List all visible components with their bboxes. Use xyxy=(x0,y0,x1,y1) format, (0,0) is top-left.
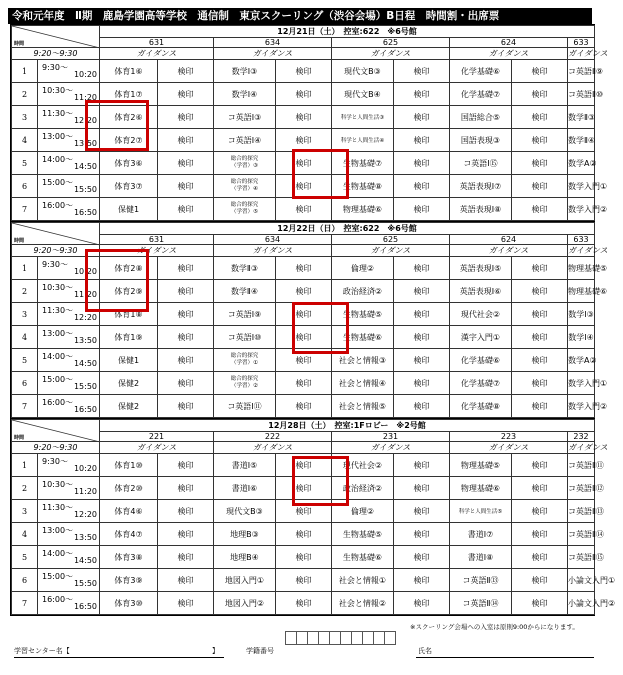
period-time: 10:30～ 11:20 xyxy=(38,83,100,106)
subject-cell: 数学Ⅰ④ xyxy=(568,326,595,349)
subject-cell: 生物基礎⑥ xyxy=(332,326,394,349)
stamp-cell[interactable]: 検印 xyxy=(394,106,450,129)
subject-cell: 体育1⑩ xyxy=(100,454,158,477)
subject-cell: 社会と情報① xyxy=(332,569,394,592)
period-number: 3 xyxy=(12,500,38,523)
stamp-cell[interactable]: 検印 xyxy=(512,454,568,477)
subject-cell: 生物基礎⑧ xyxy=(332,175,394,198)
period-time: 9:30～ 10:20 xyxy=(38,60,100,83)
subject-cell: コ英語Ⅰ⑮ xyxy=(450,152,512,175)
period-number: 4 xyxy=(12,326,38,349)
period-number: 4 xyxy=(12,129,38,152)
stamp-cell[interactable]: 検印 xyxy=(512,592,568,615)
subject-cell: 倫理② xyxy=(332,500,394,523)
stamp-cell[interactable]: 検印 xyxy=(394,83,450,106)
highlight-box xyxy=(85,100,149,151)
subject-cell: 数学A② xyxy=(568,152,595,175)
stamp-cell[interactable]: 検印 xyxy=(394,129,450,152)
guidance-label: ガイダンス xyxy=(100,442,214,454)
stamp-cell[interactable]: 検印 xyxy=(512,106,568,129)
stamp-cell[interactable]: 検印 xyxy=(276,500,332,523)
stamp-cell[interactable]: 検印 xyxy=(158,303,214,326)
period-time: 16:00～ 16:50 xyxy=(38,592,100,615)
subject-cell: 体育1⑨ xyxy=(100,326,158,349)
stamp-cell[interactable]: 検印 xyxy=(276,106,332,129)
stamp-cell[interactable]: 検印 xyxy=(394,349,450,372)
period-number: 6 xyxy=(12,372,38,395)
period-number: 5 xyxy=(12,349,38,372)
subject-cell: 数学入門② xyxy=(568,395,595,418)
subject-cell: 数学入門② xyxy=(568,198,595,221)
guidance-label: ガイダンス xyxy=(568,49,608,58)
subject-cell: 社会と情報② xyxy=(332,592,394,615)
subject-cell: 体育4⑦ xyxy=(100,523,158,546)
subject-cell: 政治経済② xyxy=(332,280,394,303)
stamp-cell[interactable]: 検印 xyxy=(276,477,332,500)
entry-note: ※スクーリング会場への入室は原則9:00からになります。 xyxy=(410,623,579,631)
subject-cell: 物理基礎⑤ xyxy=(568,257,595,280)
stamp-cell[interactable]: 検印 xyxy=(276,372,332,395)
subject-cell: 体育2⑨ xyxy=(100,280,158,303)
stamp-cell[interactable]: 検印 xyxy=(512,257,568,280)
guidance-label: ガイダンス xyxy=(450,245,568,257)
stamp-cell[interactable]: 検印 xyxy=(394,592,450,615)
subject-cell: 体育3⑦ xyxy=(100,175,158,198)
guidance-time: 9:20～9:30 xyxy=(12,442,100,454)
stamp-cell[interactable]: 検印 xyxy=(158,569,214,592)
stamp-cell[interactable]: 検印 xyxy=(276,280,332,303)
room-number: 634 xyxy=(214,235,332,245)
subject-cell: 科学と人間生活⑤ xyxy=(450,500,512,523)
subject-cell: コ英語Ⅱ⑪ xyxy=(568,454,595,477)
subject-cell: コ英語Ⅰ⑪ xyxy=(214,395,276,418)
period-time: 13:00～ 13:50 xyxy=(38,523,100,546)
guidance-label: ガイダンス xyxy=(450,48,568,60)
room-number: 222 xyxy=(214,432,332,442)
room-number: 221 xyxy=(100,432,214,442)
subject-cell: 保健2 xyxy=(100,395,158,418)
room-number: 223 xyxy=(450,432,568,442)
stamp-cell[interactable]: 検印 xyxy=(276,349,332,372)
period-number: 4 xyxy=(12,523,38,546)
stamp-cell[interactable]: 検印 xyxy=(158,280,214,303)
corner-cell xyxy=(12,223,100,245)
room-number: 631 xyxy=(100,235,214,245)
stamp-cell[interactable]: 検印 xyxy=(512,198,568,221)
stamp-cell[interactable]: 検印 xyxy=(394,546,450,569)
period-row xyxy=(12,60,595,83)
stamp-cell[interactable]: 検印 xyxy=(158,175,214,198)
subject-cell: 体育3⑩ xyxy=(100,592,158,615)
subject-cell: 英語表現Ⅰ⑤ xyxy=(450,257,512,280)
highlight-box xyxy=(292,149,349,199)
period-time: 15:00～ 15:50 xyxy=(38,372,100,395)
stamp-cell[interactable]: 検印 xyxy=(158,454,214,477)
subject-cell: コ英語Ⅱ⑮ xyxy=(568,546,595,569)
period-time: 9:30～ 10:20 xyxy=(38,454,100,477)
subject-cell: 保健1 xyxy=(100,349,158,372)
subject-cell: 化学基礎⑥ xyxy=(450,60,512,83)
period-row xyxy=(12,372,595,395)
guidance-time: 9:20～9:30 xyxy=(12,245,100,257)
period-number: 3 xyxy=(12,303,38,326)
day-section xyxy=(10,418,616,616)
subject-cell: 小論文入門② xyxy=(568,592,595,615)
subject-cell: 社会と情報④ xyxy=(332,372,394,395)
stamp-cell[interactable]: 検印 xyxy=(276,152,332,175)
stamp-cell[interactable]: 検印 xyxy=(276,303,332,326)
room-number: 634 xyxy=(214,38,332,48)
stamp-cell[interactable]: 検印 xyxy=(394,198,450,221)
name-label: 氏名 xyxy=(418,647,432,655)
period-number: 1 xyxy=(12,454,38,477)
stamp-cell[interactable]: 検印 xyxy=(158,546,214,569)
subject-cell: 物理基礎⑥ xyxy=(450,477,512,500)
learning-center-close: 】 xyxy=(212,647,219,655)
period-time: 10:30～ 11:20 xyxy=(38,280,100,303)
learning-center-label: 学習センター名【 xyxy=(14,647,70,655)
learning-center-underline xyxy=(14,657,224,658)
period-time: 16:00～ 16:50 xyxy=(38,198,100,221)
period-time: 15:00～ 15:50 xyxy=(38,175,100,198)
subject-cell: 物理基礎⑥ xyxy=(568,280,595,303)
period-number: 2 xyxy=(12,477,38,500)
stamp-cell[interactable]: 検印 xyxy=(158,257,214,280)
subject-cell: 体育2⑩ xyxy=(100,477,158,500)
subject-cell: コ英語Ⅱ⑫ xyxy=(568,477,595,500)
subject-cell: 書道Ⅰ⑦ xyxy=(450,523,512,546)
period-time: 16:00～ 16:50 xyxy=(38,395,100,418)
stamp-cell[interactable]: 検印 xyxy=(276,395,332,418)
subject-cell: 生物基礎⑤ xyxy=(332,523,394,546)
subject-cell: 体育3⑧ xyxy=(100,546,158,569)
stamp-cell[interactable]: 検印 xyxy=(158,523,214,546)
stamp-cell[interactable]: 検印 xyxy=(158,152,214,175)
stamp-cell[interactable]: 検印 xyxy=(512,60,568,83)
subject-cell: 体育1⑧ xyxy=(100,303,158,326)
subject-cell: 数学Ⅱ③ xyxy=(214,257,276,280)
room-number: 631 xyxy=(100,38,214,48)
subject-cell: 社会と情報③ xyxy=(332,349,394,372)
corner-cell xyxy=(12,26,100,48)
stamp-cell[interactable]: 検印 xyxy=(512,175,568,198)
subject-cell: 体育3⑥ xyxy=(100,152,158,175)
stamp-cell[interactable]: 検印 xyxy=(394,372,450,395)
stamp-cell[interactable]: 検印 xyxy=(394,395,450,418)
period-row xyxy=(12,569,595,592)
stamp-cell[interactable]: 検印 xyxy=(276,175,332,198)
stamp-cell[interactable]: 検印 xyxy=(158,372,214,395)
period-number: 1 xyxy=(12,257,38,280)
period-row xyxy=(12,198,595,221)
subject-cell: 現代社会② xyxy=(332,454,394,477)
stamp-cell[interactable]: 検印 xyxy=(512,372,568,395)
subject-cell: 生物基礎⑥ xyxy=(332,546,394,569)
period-time: 11:30～ 12:20 xyxy=(38,303,100,326)
guidance-label: ガイダンス xyxy=(332,48,450,60)
period-number: 3 xyxy=(12,106,38,129)
subject-cell: コ英語Ⅱ⑬ xyxy=(568,500,595,523)
stamp-cell[interactable]: 検印 xyxy=(276,83,332,106)
page-title: 令和元年度 Ⅱ期 鹿島学園高等学校 通信制 東京スクーリング（渋谷会場）B日程 時間割・出席票 xyxy=(8,8,592,24)
day-header: 12月21日（土） 控室:622 ※6号館 xyxy=(100,26,595,38)
name-underline xyxy=(416,657,594,658)
subject-cell: 科学と人間生活④ xyxy=(332,129,394,152)
subject-cell: 政治経済② xyxy=(332,477,394,500)
subject-cell: 総合的探究 （学習）② xyxy=(214,372,276,395)
subject-cell: 数学入門① xyxy=(568,175,595,198)
subject-cell: 社会と情報⑤ xyxy=(332,395,394,418)
corner-cell xyxy=(12,420,100,442)
stamp-cell[interactable]: 検印 xyxy=(512,569,568,592)
subject-cell: 総合的探究 （学習）④ xyxy=(214,175,276,198)
subject-cell: 地図入門① xyxy=(214,569,276,592)
stamp-cell[interactable]: 検印 xyxy=(276,60,332,83)
stamp-cell[interactable]: 検印 xyxy=(394,152,450,175)
stamp-cell[interactable]: 検印 xyxy=(512,303,568,326)
period-time: 14:00～ 14:50 xyxy=(38,152,100,175)
subject-cell: 数学Ⅰ③ xyxy=(214,60,276,83)
period-number: 5 xyxy=(12,546,38,569)
subject-cell: 英語表現Ⅰ⑧ xyxy=(450,198,512,221)
stamp-cell[interactable]: 検印 xyxy=(276,129,332,152)
subject-cell: 数学A② xyxy=(568,349,595,372)
stamp-cell[interactable]: 検印 xyxy=(512,83,568,106)
stamp-cell[interactable]: 検印 xyxy=(512,523,568,546)
subject-cell: 数学Ⅱ③ xyxy=(568,106,595,129)
subject-cell: 総合的探究 （学習）⑤ xyxy=(214,198,276,221)
stamp-cell[interactable]: 検印 xyxy=(276,592,332,615)
stamp-cell[interactable]: 検印 xyxy=(158,477,214,500)
period-number: 2 xyxy=(12,83,38,106)
stamp-cell[interactable]: 検印 xyxy=(158,395,214,418)
subject-cell: 生物基礎⑦ xyxy=(332,152,394,175)
guidance-label: ガイダンス xyxy=(214,442,332,454)
stamp-cell[interactable]: 検印 xyxy=(512,349,568,372)
subject-cell: コ英語Ⅱ⑭ xyxy=(568,523,595,546)
period-time: 13:00～ 13:50 xyxy=(38,326,100,349)
subject-cell: 体育1⑥ xyxy=(100,60,158,83)
stamp-cell[interactable]: 検印 xyxy=(512,152,568,175)
student-number-label: 学籍番号 xyxy=(246,647,274,655)
stamp-cell[interactable]: 検印 xyxy=(394,454,450,477)
subject-cell: 倫理② xyxy=(332,257,394,280)
subject-cell: 書道Ⅰ⑤ xyxy=(214,454,276,477)
stamp-cell[interactable]: 検印 xyxy=(394,60,450,83)
stamp-cell[interactable]: 検印 xyxy=(512,326,568,349)
subject-cell: 体育2⑦ xyxy=(100,129,158,152)
guidance-time: 9:20～9:30 xyxy=(12,48,100,60)
subject-cell: 現代社会② xyxy=(450,303,512,326)
guidance-label: ガイダンス xyxy=(568,246,608,255)
subject-cell: 数学Ⅰ④ xyxy=(214,83,276,106)
subject-cell: 化学基礎⑧ xyxy=(450,395,512,418)
guidance-label: ガイダンス xyxy=(100,48,214,60)
period-time: 14:00～ 14:50 xyxy=(38,349,100,372)
period-time: 11:30～ 12:20 xyxy=(38,500,100,523)
subject-cell: 保健2 xyxy=(100,372,158,395)
room-number: 232 xyxy=(568,432,595,442)
subject-cell: コ英語Ⅰ⑩ xyxy=(214,326,276,349)
subject-cell: コ英語Ⅱ⑩ xyxy=(568,83,595,106)
corner-label: 時間 xyxy=(14,238,25,244)
guidance-label: ガイダンス xyxy=(214,245,332,257)
stamp-cell[interactable]: 検印 xyxy=(394,303,450,326)
subject-cell: 物理基礎⑥ xyxy=(332,198,394,221)
stamp-cell[interactable]: 検印 xyxy=(512,477,568,500)
subject-cell: 漢字入門① xyxy=(450,326,512,349)
subject-cell: 小論文入門① xyxy=(568,569,595,592)
stamp-cell[interactable]: 検印 xyxy=(394,280,450,303)
stamp-cell[interactable]: 検印 xyxy=(158,106,214,129)
period-row xyxy=(12,592,595,615)
subject-cell: コ英語Ⅱ⑨ xyxy=(568,60,595,83)
guidance-label: ガイダンス xyxy=(332,442,450,454)
highlight-box xyxy=(85,249,149,312)
stamp-cell[interactable]: 検印 xyxy=(394,257,450,280)
day-header: 12月28日（土） 控室:1Fロビー ※2号館 xyxy=(100,420,595,432)
stamp-cell[interactable]: 検印 xyxy=(276,546,332,569)
stamp-cell[interactable]: 検印 xyxy=(276,198,332,221)
stamp-cell[interactable]: 検印 xyxy=(512,500,568,523)
stamp-cell[interactable]: 検印 xyxy=(158,60,214,83)
period-time: 15:00～ 15:50 xyxy=(38,569,100,592)
subject-cell: 英語表現Ⅰ⑥ xyxy=(450,280,512,303)
stamp-cell[interactable]: 検印 xyxy=(512,280,568,303)
subject-cell: 書道Ⅰ⑧ xyxy=(450,546,512,569)
subject-cell: 現代文B③ xyxy=(332,60,394,83)
stamp-cell[interactable]: 検印 xyxy=(158,129,214,152)
stamp-cell[interactable]: 検印 xyxy=(394,477,450,500)
period-number: 7 xyxy=(12,592,38,615)
corner-label: 時間 xyxy=(14,435,25,441)
period-time: 9:30～ 10:20 xyxy=(38,257,100,280)
stamp-cell[interactable]: 検印 xyxy=(158,198,214,221)
room-number: 625 xyxy=(332,235,450,245)
stamp-cell[interactable]: 検印 xyxy=(158,592,214,615)
subject-cell: 地理B③ xyxy=(214,523,276,546)
student-number-boxes[interactable] xyxy=(285,631,395,645)
subject-cell: 体育3⑨ xyxy=(100,569,158,592)
period-row xyxy=(12,523,595,546)
stamp-cell[interactable]: 検印 xyxy=(512,129,568,152)
stamp-cell[interactable]: 検印 xyxy=(276,257,332,280)
subject-cell: 数学入門① xyxy=(568,372,595,395)
guidance-label: ガイダンス xyxy=(450,442,568,454)
period-time: 14:00～ 14:50 xyxy=(38,546,100,569)
subject-cell: コ英語Ⅰ③ xyxy=(214,106,276,129)
subject-cell: 国語表現③ xyxy=(450,129,512,152)
guidance-label: ガイダンス xyxy=(100,245,214,257)
period-time: 10:30～ 11:20 xyxy=(38,477,100,500)
day-header: 12月22日（日） 控室:622 ※6号館 xyxy=(100,223,595,235)
subject-cell: コ英語Ⅱ⑬ xyxy=(450,569,512,592)
subject-cell: 物理基礎⑤ xyxy=(450,454,512,477)
subject-cell: 保健1 xyxy=(100,198,158,221)
subject-cell: コ英語Ⅰ④ xyxy=(214,129,276,152)
corner-label: 時間 xyxy=(14,41,25,47)
room-number: 624 xyxy=(450,38,568,48)
subject-cell: 体育4⑥ xyxy=(100,500,158,523)
subject-cell: 体育1⑦ xyxy=(100,83,158,106)
subject-cell: 数学Ⅱ④ xyxy=(214,280,276,303)
subject-cell: 化学基礎⑦ xyxy=(450,372,512,395)
subject-cell: 数学Ⅰ③ xyxy=(568,303,595,326)
stamp-cell[interactable]: 検印 xyxy=(276,326,332,349)
stamp-cell[interactable]: 検印 xyxy=(276,523,332,546)
period-time: 11:30～ 12:20 xyxy=(38,106,100,129)
room-number: 625 xyxy=(332,38,450,48)
period-number: 1 xyxy=(12,60,38,83)
stamp-cell[interactable]: 検印 xyxy=(394,175,450,198)
subject-cell: 生物基礎⑤ xyxy=(332,303,394,326)
subject-cell: 総合的探究 （学習）③ xyxy=(214,152,276,175)
subject-cell: 科学と人間生活③ xyxy=(332,106,394,129)
highlight-box xyxy=(292,456,349,506)
stamp-cell[interactable]: 検印 xyxy=(158,500,214,523)
period-number: 6 xyxy=(12,569,38,592)
subject-cell: 地理B④ xyxy=(214,546,276,569)
period-number: 6 xyxy=(12,175,38,198)
stamp-cell[interactable]: 検印 xyxy=(276,454,332,477)
subject-cell: 化学基礎⑥ xyxy=(450,349,512,372)
stamp-cell[interactable]: 検印 xyxy=(158,326,214,349)
subject-cell: 国語総合⑤ xyxy=(450,106,512,129)
period-number: 7 xyxy=(12,395,38,418)
period-row xyxy=(12,395,595,418)
guidance-label: ガイダンス xyxy=(332,245,450,257)
subject-cell: 数学Ⅱ④ xyxy=(568,129,595,152)
subject-cell: 化学基礎⑦ xyxy=(450,83,512,106)
subject-cell: 現代文B④ xyxy=(332,83,394,106)
stamp-cell[interactable]: 検印 xyxy=(276,569,332,592)
stamp-cell[interactable]: 検印 xyxy=(512,546,568,569)
period-number: 5 xyxy=(12,152,38,175)
room-number: 633 xyxy=(568,38,595,48)
subject-cell: 書道Ⅰ⑥ xyxy=(214,477,276,500)
subject-cell: 現代文B③ xyxy=(214,500,276,523)
room-number: 633 xyxy=(568,235,595,245)
stamp-cell[interactable]: 検印 xyxy=(158,349,214,372)
period-row xyxy=(12,546,595,569)
subject-cell: 総合的探究 （学習）① xyxy=(214,349,276,372)
subject-cell: 体育2⑥ xyxy=(100,106,158,129)
stamp-cell[interactable]: 検印 xyxy=(394,523,450,546)
subject-cell: コ英語Ⅰ⑨ xyxy=(214,303,276,326)
guidance-label: ガイダンス xyxy=(214,48,332,60)
room-number: 231 xyxy=(332,432,450,442)
subject-cell: 英語表現Ⅰ⑦ xyxy=(450,175,512,198)
subject-cell: 体育2⑧ xyxy=(100,257,158,280)
stamp-cell[interactable]: 検印 xyxy=(394,326,450,349)
stamp-cell[interactable]: 検印 xyxy=(158,83,214,106)
highlight-box xyxy=(292,302,349,354)
guidance-label: ガイダンス xyxy=(568,443,608,452)
room-number: 624 xyxy=(450,235,568,245)
stamp-cell[interactable]: 検印 xyxy=(394,500,450,523)
subject-cell: 地図入門② xyxy=(214,592,276,615)
period-time: 13:00～ 13:50 xyxy=(38,129,100,152)
period-number: 2 xyxy=(12,280,38,303)
stamp-cell[interactable]: 検印 xyxy=(512,395,568,418)
period-number: 7 xyxy=(12,198,38,221)
stamp-cell[interactable]: 検印 xyxy=(394,569,450,592)
subject-cell: コ英語Ⅱ⑭ xyxy=(450,592,512,615)
